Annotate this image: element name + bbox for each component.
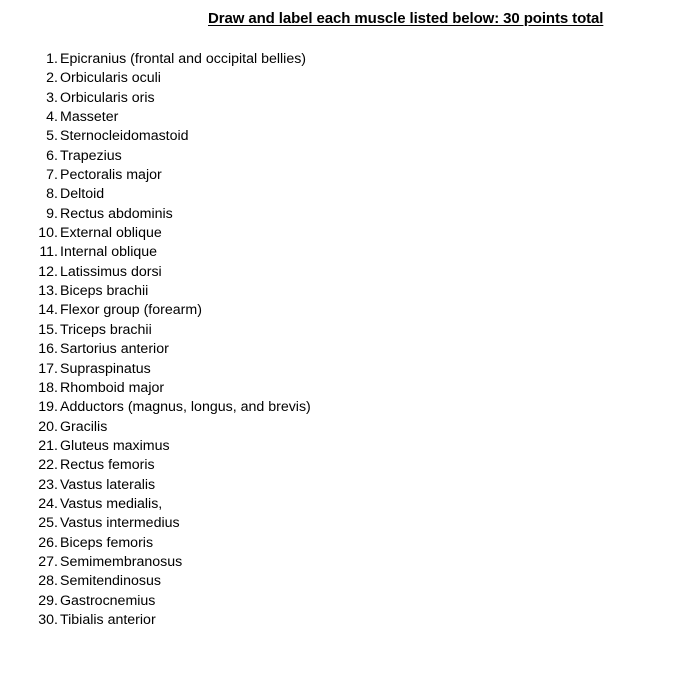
list-item-text: Sartorius anterior [60, 341, 169, 358]
list-item-text: Epicranius (frontal and occipital bellies) [60, 51, 307, 67]
list-item-text: Flexor group (forearm) [60, 302, 202, 319]
list-item-number: 15. [38, 321, 58, 338]
list-item-text: Supraspinatus [60, 360, 151, 377]
list-item-text: Vastus lateralis [60, 476, 156, 493]
list-item-number: 4. [46, 109, 58, 126]
list-item-number: 3. [46, 89, 58, 106]
list-item-number: 2. [46, 70, 58, 87]
list-item-number: 16. [38, 341, 58, 358]
list-item-number: 8. [46, 186, 58, 203]
list-item-number: 7. [46, 167, 58, 184]
list-item-number: 22. [38, 457, 58, 474]
list-item-number: 14. [38, 302, 58, 319]
list-item-number: 30. [38, 611, 58, 628]
list-item-text: Masseter [60, 109, 119, 126]
list-item-text: Vastus medialis, [60, 495, 163, 512]
list-item-text: Gastrocnemius [60, 592, 156, 609]
list-item-text: Biceps femoris [60, 534, 154, 551]
list-item-number: 18. [38, 379, 58, 396]
list-item-text: Semitendinosus [60, 573, 161, 590]
list-item-text: Sternocleidomastoid [60, 128, 189, 145]
list-item-number: 21. [38, 437, 58, 454]
list-item-number: 17. [38, 360, 58, 377]
list-item-text: Rectus femoris [60, 457, 155, 474]
list-item-number: 13. [38, 283, 58, 300]
list-item-text: Orbicularis oris [60, 89, 155, 106]
list-item-number: 29. [38, 592, 58, 609]
list-item-text: Tibialis anterior [60, 611, 156, 628]
list-item-number: 23. [38, 476, 58, 493]
list-item-text: Latissimus dorsi [60, 263, 162, 280]
list-item-number: 10. [38, 225, 58, 242]
list-item-text: Vastus intermedius [60, 515, 180, 532]
list-item-number: 20. [38, 418, 58, 435]
list-item-number: 5. [46, 128, 58, 145]
list-item-number: 25. [38, 515, 58, 532]
list-item-number: 6. [46, 147, 58, 164]
list-item-text: Semimembranosus [60, 553, 183, 570]
list-item-number: 11. [39, 244, 58, 261]
list-item-text: Internal oblique [60, 244, 158, 261]
page-title: Draw and label each muscle listed below: 30 points total [208, 10, 604, 27]
list-item-number: 9. [46, 205, 58, 222]
list-item-number: 28. [38, 573, 58, 590]
list-item-text: Trapezius [60, 147, 122, 164]
list-item-number: 12. [38, 263, 58, 280]
list-item-number: 27. [38, 553, 58, 570]
list-item-text: Adductors (magnus, longus, and brevis) [60, 399, 311, 416]
list-item-text: Orbicularis oculi [60, 70, 161, 87]
list-item-number: 19. [38, 399, 58, 416]
list-item-text: Triceps brachii [60, 321, 152, 338]
list-item-text: Gracilis [60, 418, 108, 435]
list-item-text: Rectus abdominis [60, 205, 173, 222]
list-item-number: 1. [46, 51, 58, 67]
list-item-text: Rhomboid major [60, 379, 165, 396]
list-item-number: 24. [38, 495, 58, 512]
list-item-text: Pectoralis major [60, 167, 162, 184]
list-item-number: 26. [38, 534, 58, 551]
list-item-text: Gluteus maximus [60, 437, 170, 454]
list-item-text: Biceps brachii [60, 283, 149, 300]
list-item-text: External oblique [60, 225, 162, 242]
list-item-text: Deltoid [60, 186, 105, 203]
